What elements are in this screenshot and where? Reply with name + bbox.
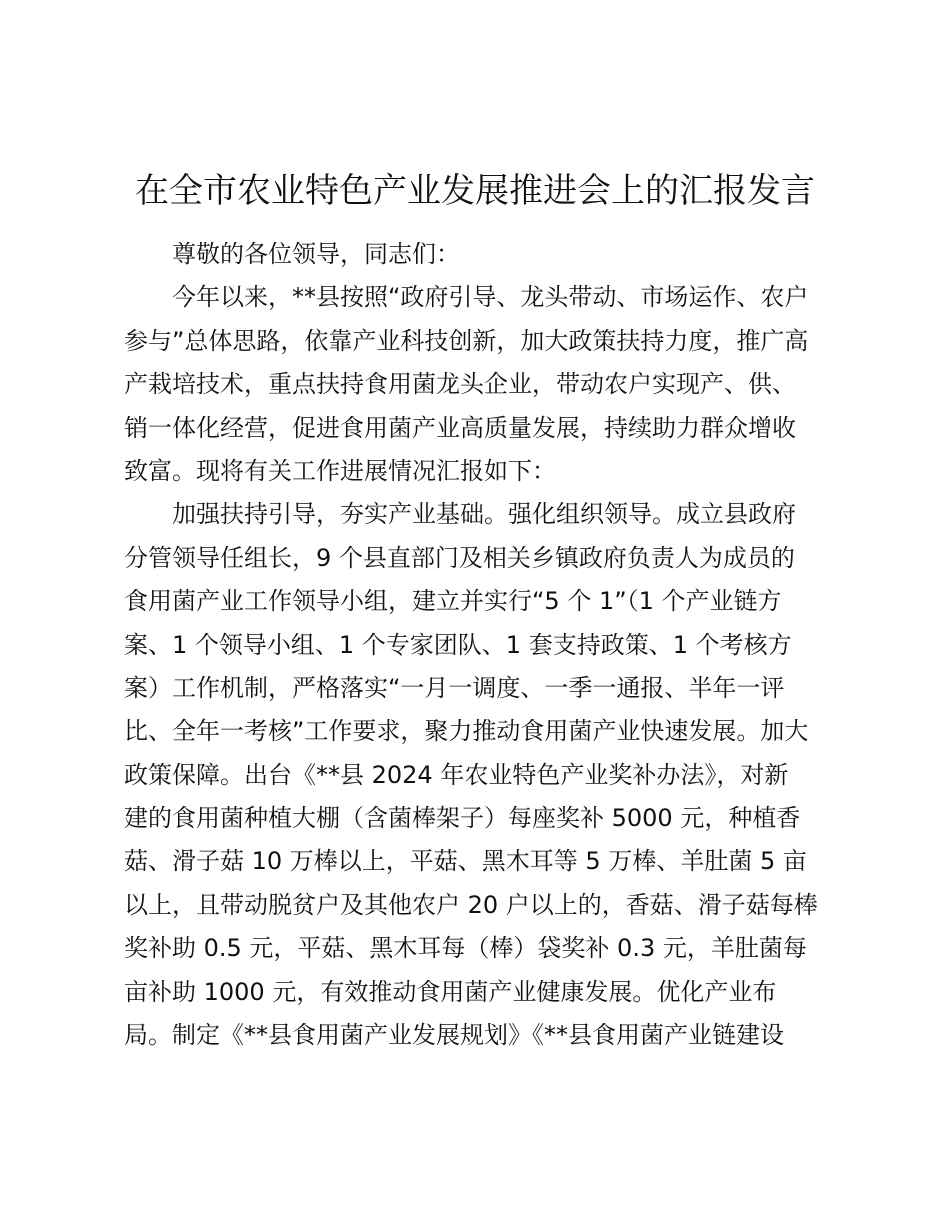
body-line: 比、全年一考核”工作要求，聚力推动食用菌产业快速发展。加大 xyxy=(124,717,809,746)
body-line: 案、1 个领导小组、1 个专家团队、1 套支持政策、1 个考核方 xyxy=(124,630,792,659)
document-title: 在全市农业特色产业发展推进会上的汇报发言 xyxy=(135,171,815,211)
body-line: 致富。现将有关工作进展情况汇报如下： xyxy=(124,456,556,485)
body-line: 加强扶持引导，夯实产业基础。强化组织领导。成立县政府 xyxy=(124,500,796,529)
body-line: 食用菌产业工作领导小组，建立并实行“5 个 1”（1 个产业链方 xyxy=(124,587,782,616)
document-body xyxy=(124,233,844,1057)
body-line: 产栽培技术，重点扶持食用菌龙头企业，带动农户实现产、供、 xyxy=(124,370,796,399)
body-line: 以上，且带动脱贫户及其他农户 20 户以上的，香菇、滑子菇每棒 xyxy=(124,890,818,919)
body-line: 建的食用菌种植大棚（含菌棒架子）每座奖补 5000 元，种植香 xyxy=(124,804,801,833)
body-line: 菇、滑子菇 10 万棒以上，平菇、黑木耳等 5 万棒、羊肚菌 5 亩 xyxy=(124,847,807,876)
body-line: 政策保障。出台《**县 2024 年农业特色产业奖补办法》，对新 xyxy=(124,760,789,789)
body-line: 销一体化经营，促进食用菌产业高质量发展，持续助力群众增收 xyxy=(124,413,796,442)
body-line: 尊敬的各位领导，同志们： xyxy=(124,240,460,268)
body-line: 今年以来，**县按照“政府引导、龙头带动、市场运作、农户 xyxy=(124,283,809,312)
body-line: 分管领导任组长，9 个县直部门及相关乡镇政府负责人为成员的 xyxy=(124,543,795,572)
body-line: 奖补助 0.5 元，平菇、黑木耳每（棒）袋奖补 0.3 元，羊肚菌每 xyxy=(124,934,807,963)
body-line: 局。制定《**县食用菌产业发展规划》《**县食用菌产业链建设 xyxy=(124,1021,784,1050)
body-line: 案）工作机制，严格落实“一月一调度、一季一通报、半年一评 xyxy=(124,673,785,702)
body-line: 参与”总体思路，依靠产业科技创新，加大政策扶持力度，推广高 xyxy=(124,326,809,355)
body-line: 亩补助 1000 元，有效推动食用菌产业健康发展。优化产业布 xyxy=(124,977,777,1006)
